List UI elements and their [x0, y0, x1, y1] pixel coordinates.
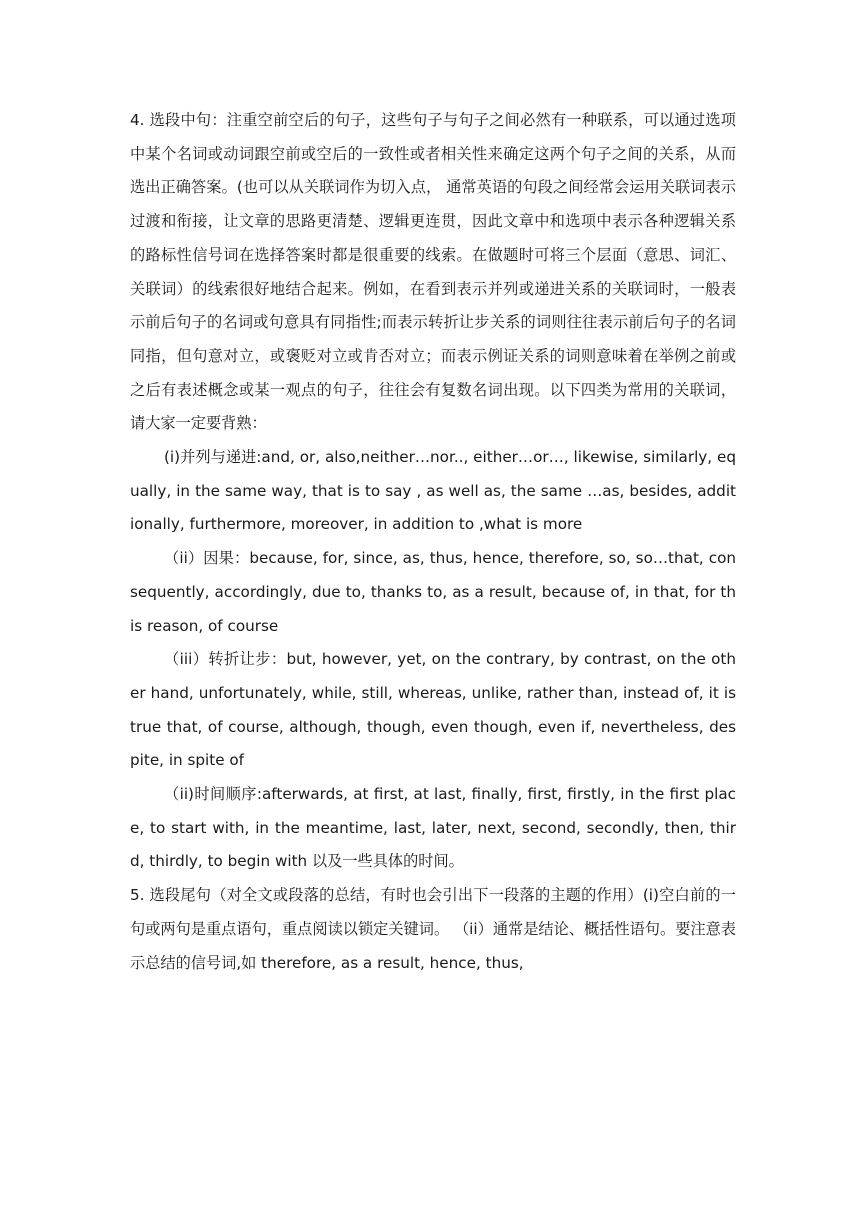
- list-cause-effect: （ii）因果：because, for, since, as, thus, hence, therefore, so, so…that, consequently, accordingly, due to, thanks to, as a result, because of, in that, for this reason, of course: [130, 549, 736, 635]
- document-page: [130, 104, 736, 980]
- paragraph-item-5: 5. 选段尾句（对全文或段落的总结，有时也会引出下一段落的主题的作用）(i)空白前的一句或两句是重点语句，重点阅读以锁定关键词。 （ii）通常是结论、概括性语句。要注意表示总结的信号词,如 therefore, as a result, hence, thus,: [130, 886, 736, 972]
- list-contrast-concession: （iii）转折让步：but, however, yet, on the contrary, by contrast, on the other hand, unfortunately, while, still, whereas, unlike, rather than, instead of, it is true that, of course, although, though, even though, even if, nevertheless, despite, in spite of: [130, 650, 736, 770]
- list-coordination-progression: (i)并列与递进:and, or, also,neither…nor.., either…or…, likewise, similarly, equally, in the same way, that is to say , as well as, the same …as, besides, additionally, furthermore, moreover, in addition to ,what is more: [130, 448, 736, 534]
- paragraph-item-4: 4. 选段中句：注重空前空后的句子，这些句子与句子之间必然有一种联系，可以通过选项中某个名词或动词跟空前或空后的一致性或者相关性来确定这两个句子之间的关系，从而选出正确答案。(也可以从关联词作为切入点， 通常英语的句段之间经常会运用关联词表示过渡和衔接，让文章的思路更清楚、逻辑更连贯，因此文章中和选项中表示各种逻辑关系的路标性信号词在选择答案时都是很重要的线索。在做题时可将三个层面（意思、词汇、关联词）的线索很好地结合起来。例如，在看到表示并列或递进关系的关联词时，一般表示前后句子的名词或句意具有同指性;而表示转折让步关系的词则往往表示前后句子的名词同指，但句意对立，或褒贬对立或肯否对立；而表示例证关系的词则意味着在举例之前或之后有表述概念或某一观点的句子，往往会有复数名词出现。以下四类为常用的关联词，请大家一定要背熟：: [130, 111, 736, 433]
- list-time-sequence: （ii)时间顺序:afterwards, at first, at last, finally, first, firstly, in the first place, to start with, in the meantime, last, later, next, second, secondly, then, third, thirdly, to begin with 以及一些具体的时间。: [130, 785, 736, 871]
